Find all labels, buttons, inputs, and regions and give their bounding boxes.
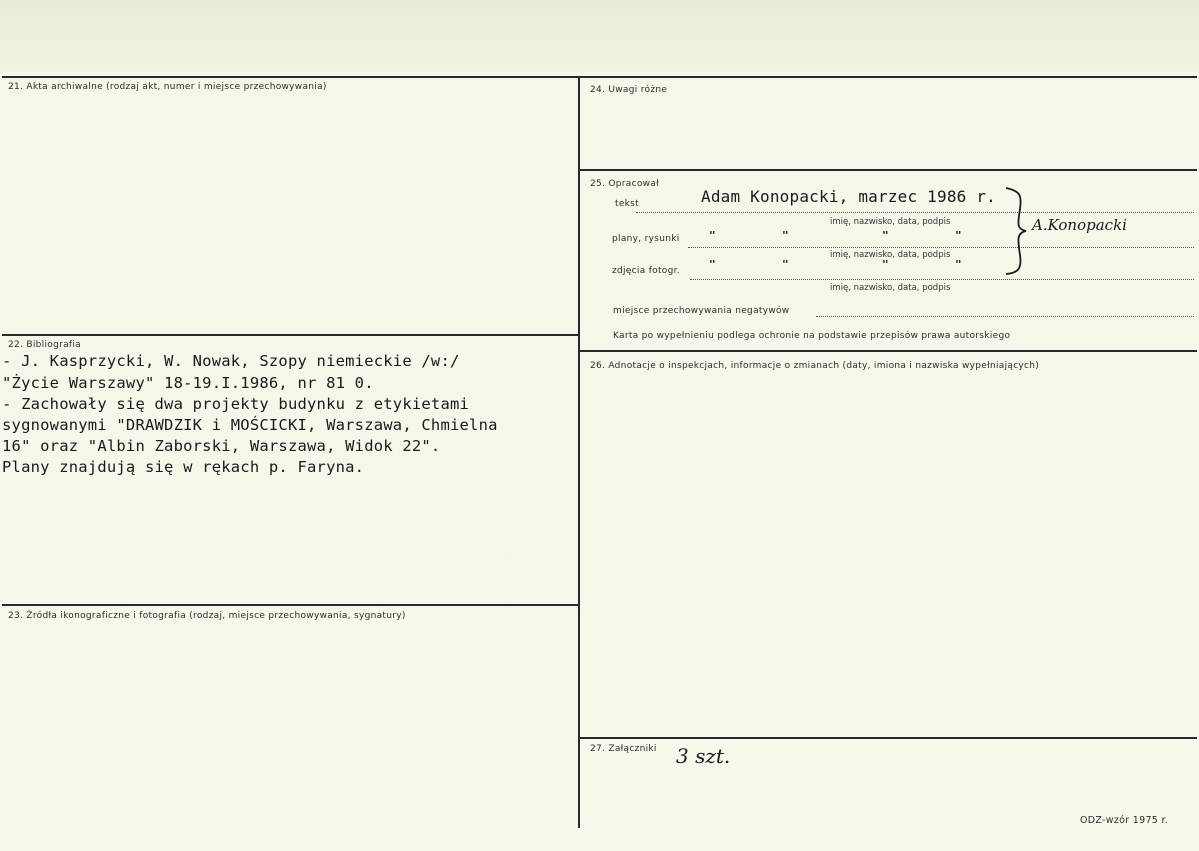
zdjecia-ditto-2: " — [782, 258, 789, 271]
form-identifier: ODZ-wzór 1975 r. — [1080, 815, 1169, 826]
section-27-label: 27. Załączniki — [590, 744, 657, 754]
bibliography-line-1: - J. Kasprzycki, W. Nowak, Szopy niemieckie /w:/ — [2, 352, 460, 370]
zdjecia-caption: imię, nazwisko, data, podpis — [830, 283, 951, 293]
rule-26-27 — [580, 737, 1197, 739]
zdjecia-label: zdjęcia fotogr. — [612, 266, 680, 276]
tekst-line — [636, 212, 1194, 213]
bibliography-line-6: Plany znajdują się w rękach p. Faryna. — [2, 458, 365, 476]
zdjecia-ditto-4: " — [955, 258, 962, 271]
section-26-label: 26. Adnotacje o inspekcjach, informacje o zmianach (daty, imiona i nazwiska wypełniających) — [590, 361, 1040, 371]
zdjecia-ditto-3: " — [882, 258, 889, 271]
plany-ditto-1: " — [709, 229, 716, 242]
tekst-label: tekst — [615, 199, 639, 209]
section-23-label: 23. Źródła ikonograficzne i fotografia (rodzaj, miejsce przechowywania, sygnatury) — [8, 611, 406, 621]
zdjecia-line — [690, 279, 1194, 280]
plany-ditto-4: " — [955, 229, 962, 242]
rule-21-22 — [2, 334, 578, 336]
card-top-edge — [0, 0, 1199, 72]
negatywy-line — [816, 316, 1194, 317]
section-24-label: 24. Uwagi różne — [590, 85, 668, 95]
bibliography-line-2: "Życie Warszawy" 18-19.I.1986, nr 81 0. — [2, 374, 374, 392]
handwritten-brace-icon — [1002, 185, 1032, 277]
rule-24-25 — [580, 169, 1197, 171]
bibliography-line-4: sygnowanymi "DRAWDZIK i MOŚCICKI, Warszawa, Chmielna — [2, 416, 498, 434]
handwritten-signature: A.Konopacki — [1032, 216, 1127, 234]
plany-ditto-3: " — [882, 229, 889, 242]
rule-25-26 — [580, 350, 1197, 352]
center-divider — [578, 76, 580, 828]
negatywy-label: miejsce przechowywania negatywów — [613, 306, 790, 316]
copyright-notice: Karta po wypełnieniu podlega ochronie na podstawie przepisów prawa autorskiego — [613, 331, 1011, 341]
attachments-value: 3 szt. — [676, 744, 731, 768]
bibliography-line-3: - Zachowały się dwa projekty budynku z etykietami — [2, 395, 470, 413]
section-25-label: 25. Opracował — [590, 179, 659, 189]
section-22-label: 22. Bibliografia — [8, 340, 81, 350]
plany-line — [688, 247, 1194, 248]
top-rule — [2, 76, 1197, 78]
zdjecia-ditto-1: " — [709, 258, 716, 271]
section-21-label: 21. Akta archiwalne (rodzaj akt, numer i miejsce przechowywania) — [8, 82, 327, 92]
plany-label: plany, rysunki — [612, 234, 680, 244]
plany-caption: imię, nazwisko, data, podpis — [830, 250, 951, 260]
bibliography-line-5: 16" oraz "Albin Zaborski, Warszawa, Widok 22". — [2, 437, 441, 455]
plany-ditto-2: " — [782, 229, 789, 242]
rule-22-23 — [2, 604, 578, 606]
tekst-caption: imię, nazwisko, data, podpis — [830, 217, 951, 227]
tekst-value: Adam Konopacki, marzec 1986 r. — [701, 187, 996, 206]
